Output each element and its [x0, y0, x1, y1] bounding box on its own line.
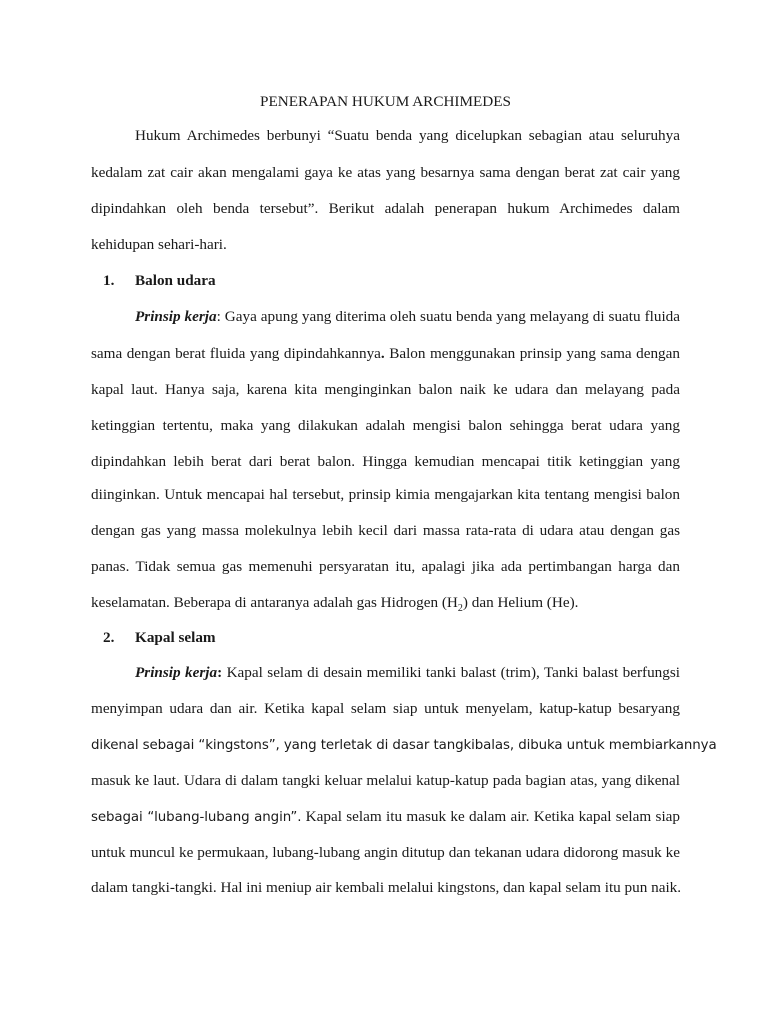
- section-heading: [103, 629, 692, 647]
- section-line: dalam tangki-tangki. Hal ini meniup air kembali melalui kingstons, dan kapal selam itu pun naik.: [91, 879, 682, 896]
- intro-line: dipindahkan oleh benda tersebut”. Berikut adalah penerapan hukum Archimedes dalam: [91, 200, 680, 217]
- section-line: sebagai “lubang-lubang angin”. Kapal selam itu masuk ke dalam air. Ketika kapal selam siap: [91, 808, 680, 825]
- section-line: diinginkan. Untuk mencapai hal tersebut, prinsip kimia mengajarkan kita tentang mengisi balon: [91, 486, 680, 503]
- section-title: Balon udara: [135, 272, 216, 289]
- section-line: kapal laut. Hanya saja, karena kita menginginkan balon naik ke udara dan melayang pada: [91, 381, 680, 398]
- section-line: dipindahkan lebih berat dari berat balon. Hingga kemudian mencapai titik ketinggian yang: [91, 453, 680, 470]
- section-line: dikenal sebagai “kingstons”, yang terletak di dasar tangkibalas, dibuka untuk membiarkannya: [91, 738, 717, 753]
- section-line: masuk ke laut. Udara di dalam tangki keluar melalui katup-katup pada bagian atas, yang dikenal: [91, 772, 680, 789]
- section-line: menyimpan udara dan air. Ketika kapal selam siap untuk menyelam, katup-katup besaryang: [91, 700, 680, 717]
- section-number: 1.: [103, 272, 115, 289]
- principle-label: Prinsip kerja: [135, 664, 218, 681]
- intro-line: Hukum Archimedes berbunyi “Suatu benda yang dicelupkan sebagian atau seluruhya: [135, 127, 680, 144]
- subscript: 2: [457, 603, 463, 615]
- section-title: Kapal selam: [135, 629, 216, 646]
- intro-line: kedalam zat cair akan mengalami gaya ke atas yang besarnya sama dengan berat zat cair yang: [91, 164, 680, 181]
- document-title: PENERAPAN HUKUM ARCHIMEDES: [260, 93, 511, 110]
- section-line: sama dengan berat fluida yang dipindahkannya. Balon menggunakan prinsip yang sama dengan: [91, 345, 680, 362]
- section-line: untuk muncul ke permukaan, lubang-lubang angin ditutup dan tekanan udara didorong masuk ke: [91, 844, 680, 861]
- section-line: Prinsip kerja: Kapal selam di desain memiliki tanki balast (trim), Tanki balast berfungsi: [135, 664, 680, 681]
- section-line: dengan gas yang massa molekulnya lebih kecil dari massa rata-rata di udara atau dengan gas: [91, 522, 680, 539]
- document-page: [91, 0, 717, 1024]
- section-number: 2.: [103, 629, 115, 646]
- section-line: panas. Tidak semua gas memenuhi persyaratan itu, apalagi jika ada pertimbangan harga dan: [91, 558, 680, 575]
- section-heading: [103, 272, 692, 290]
- section-line: Prinsip kerja: Gaya apung yang diterima oleh suatu benda yang melayang di suatu fluida: [135, 308, 680, 325]
- principle-label: Prinsip kerja: [135, 308, 217, 325]
- section-line: ketinggian tertentu, maka yang dilakukan adalah mengisi balon sehingga berat udara yang: [91, 417, 680, 434]
- intro-line: kehidupan sehari-hari.: [91, 236, 227, 253]
- section-line: keselamatan. Beberapa di antaranya adalah gas Hidrogen $(H_2)$ dan Helium (He).: [91, 594, 579, 615]
